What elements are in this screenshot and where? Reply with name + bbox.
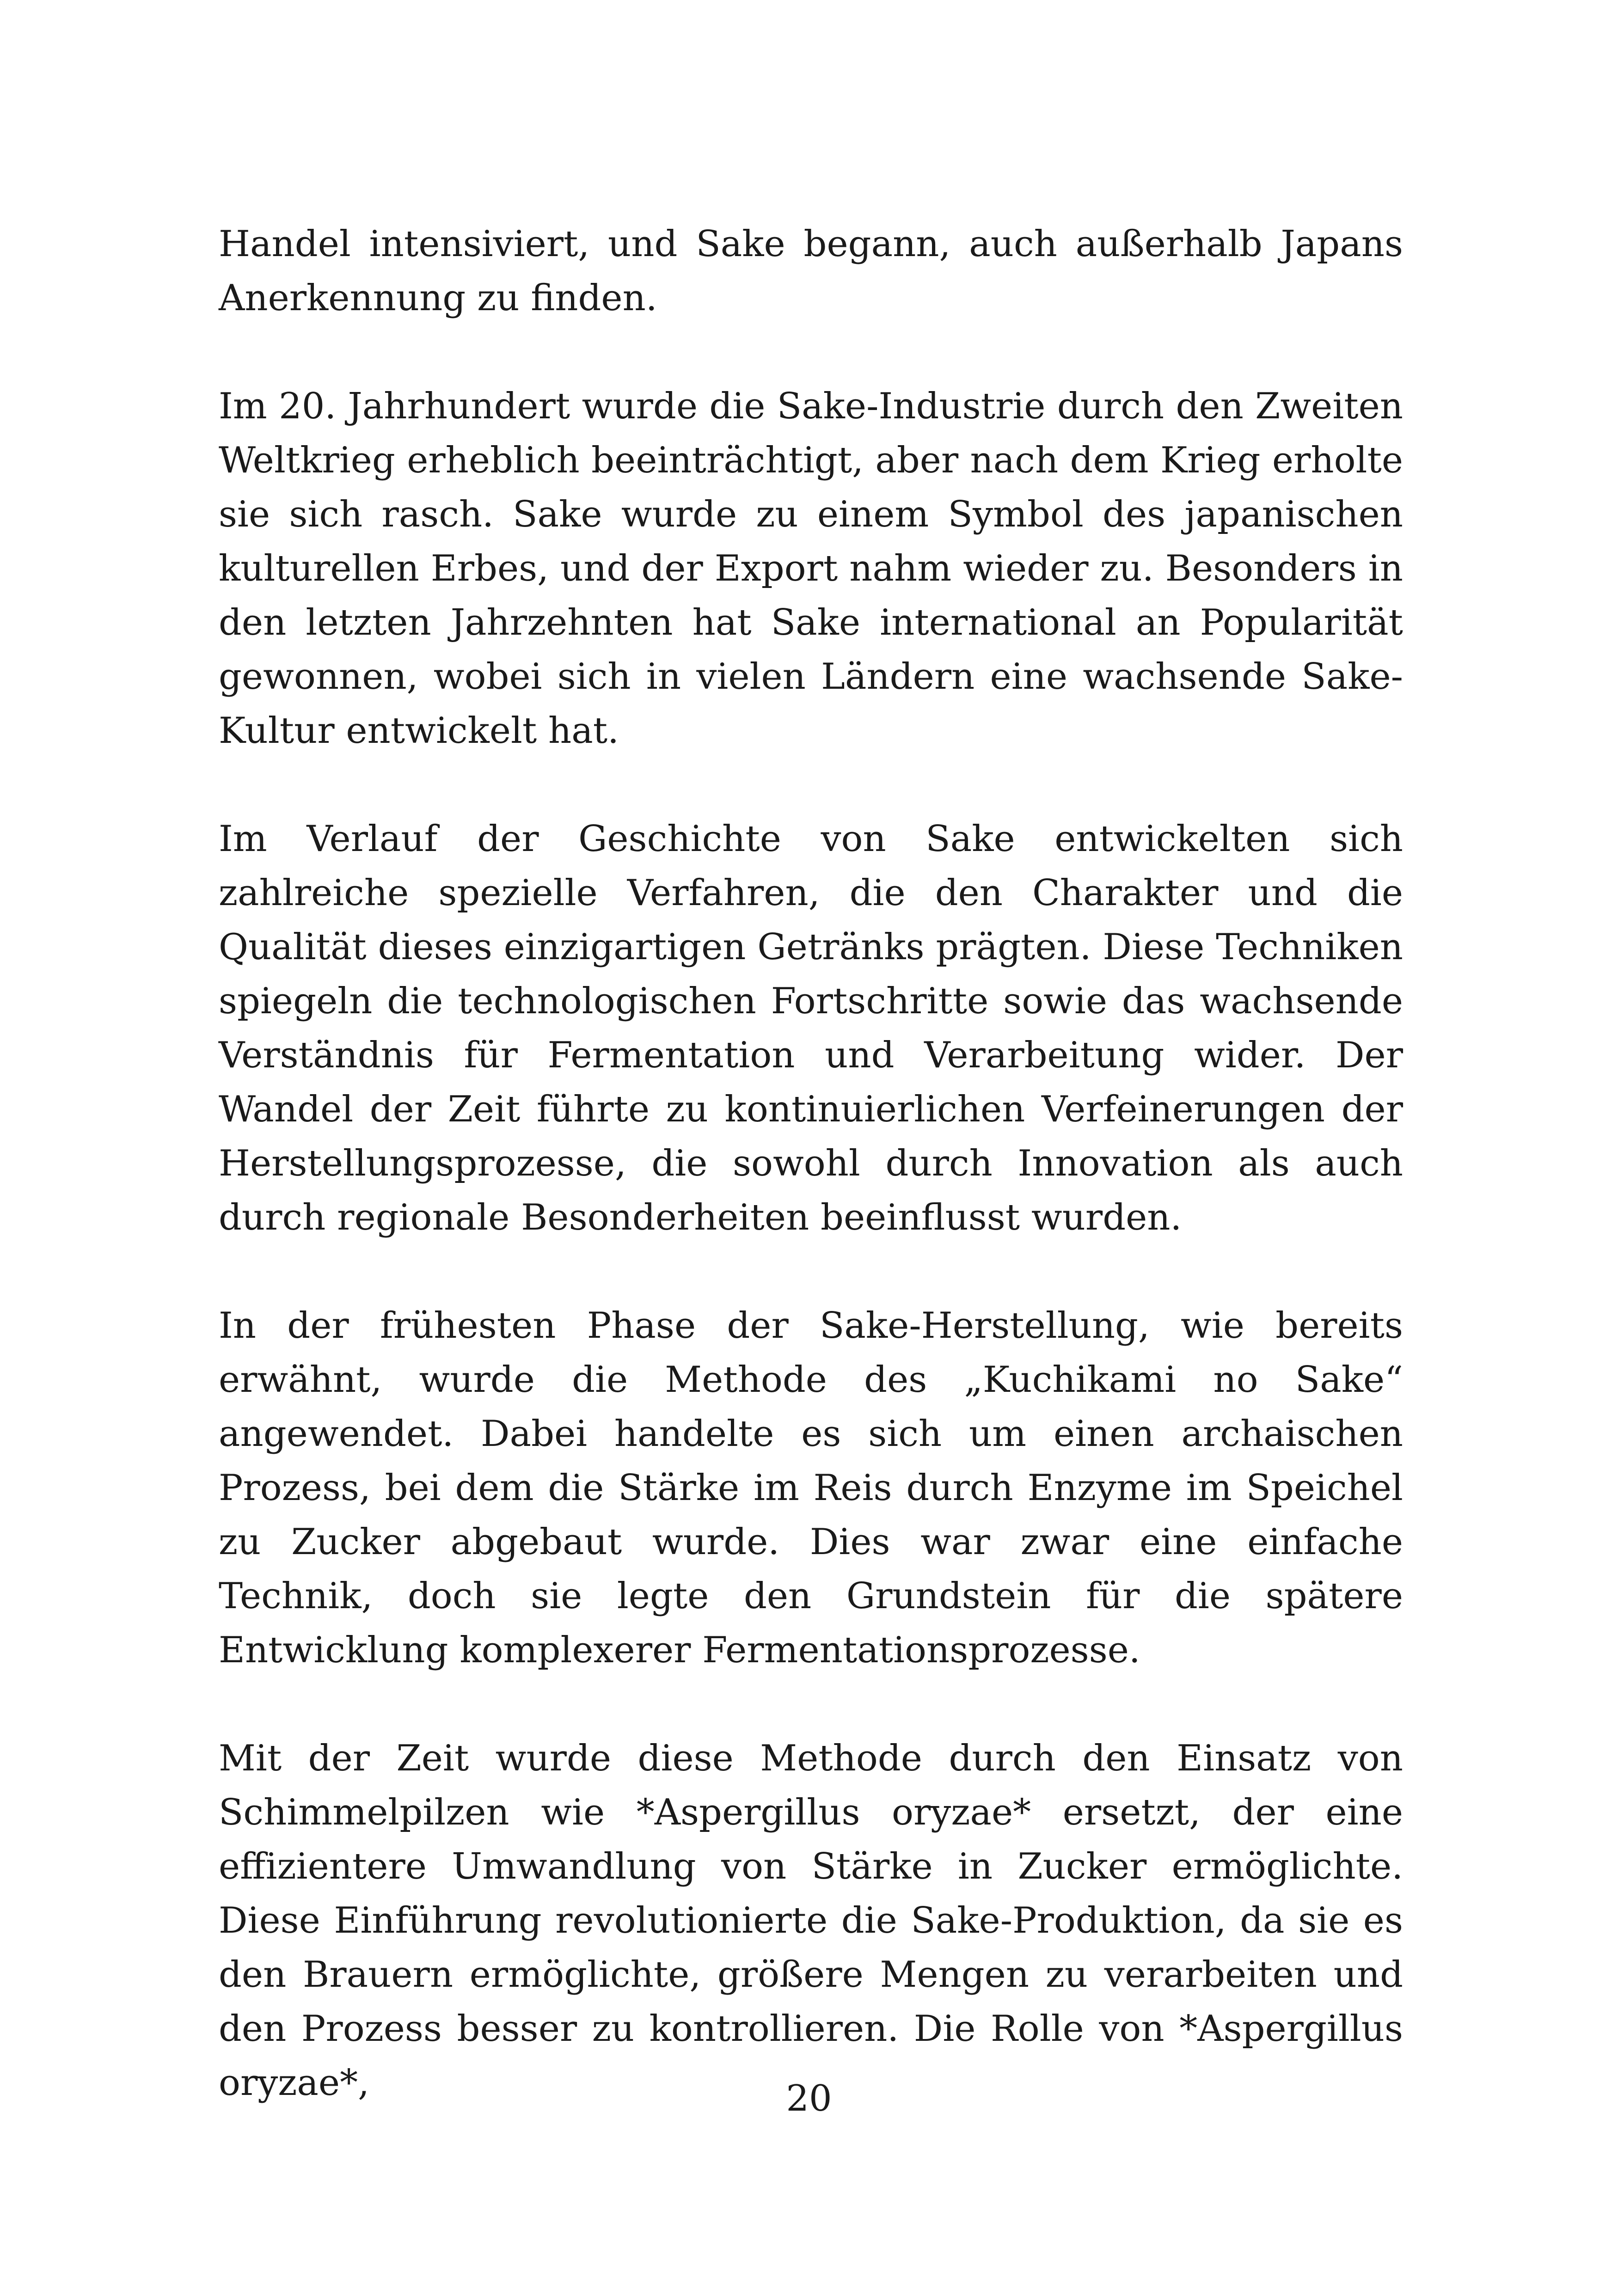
paragraph-2: Im 20. Jahrhundert wurde die Sake-Industrie durch den Zweiten Weltkrieg erheblich beeinträchtigt, aber nach dem Krieg erholte sie sich rasch. Sake wurde zu einem Symbol des japanischen kulturellen Erbes, und der Export nahm wieder zu. Besonders in den letzten Jahrzehnten hat Sake international an Popularität gewonnen, wobei sich in vielen Ländern eine wachsende Sake-Kultur entwickelt hat. [219,386,1403,752]
paragraph-1: Handel intensiviert, und Sake begann, auch außerhalb Japans Anerkennung zu finden. [219,223,1403,319]
paragraph-3: Im Verlauf der Geschichte von Sake entwickelten sich zahlreiche spezielle Verfahren, die den Charakter und die Qualität dieses einzigartigen Getränks prägten. Diese Techniken spiegeln die technologischen Fortschritte sowie das wachsende Verständnis für Fermentation und Verarbeitung wider. Der Wandel der Zeit führte zu kontinuierlichen Verfeinerungen der Herstellungsprozesse, die sowohl durch Innovation als auch durch regionale Besonderheiten beeinflusst wurden. [219,818,1403,1238]
paragraph-4: In der frühesten Phase der Sake-Herstellung, wie bereits erwähnt, wurde die Methode des „Kuchikami no Sake“ angewendet. Dabei handelte es sich um einen archaischen Prozess, bei dem die Stärke im Reis durch Enzyme im Speichel zu Zucker abgebaut wurde. Dies war zwar eine einfache Technik, doch sie legte den Grundstein für die spätere Entwicklung komplexerer Fermentationsprozesse. [219,1305,1403,1671]
body-text [219,217,1403,2110]
paragraph-5: Mit der Zeit wurde diese Methode durch den Einsatz von Schimmelpilzen wie *Aspergillus oryzae* ersetzt, der eine effizientere Umwandlung von Stärke in Zucker ermöglichte. Diese Einführung revolutionierte die Sake-Produktion, da sie es den Brauern ermöglichte, größere Mengen zu verarbeiten und den Prozess besser zu kontrollieren. Die Rolle von *Aspergillus oryzae*, [219,1738,1403,2104]
page-number: 20 [786,2078,832,2119]
